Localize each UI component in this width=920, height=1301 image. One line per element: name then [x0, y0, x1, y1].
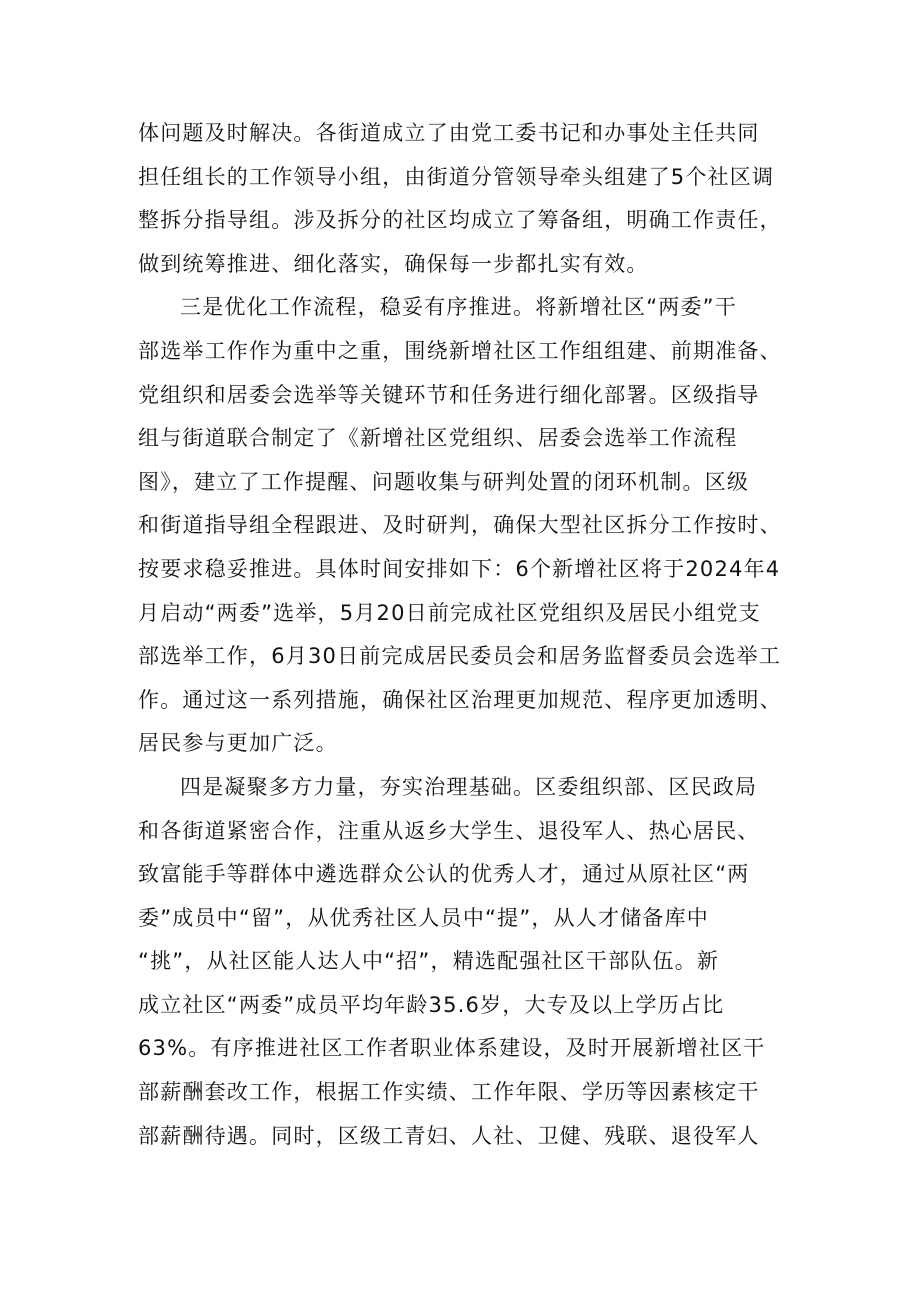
text-line: 致富能手等群体中遴选群众公认的优秀人才，通过从原社区“两 — [138, 862, 750, 887]
paragraph-3 — [138, 766, 788, 1158]
text-line: 体问题及时解决。各街道成立了由党工委书记和办事处主任共同 — [138, 121, 760, 145]
paragraph-2 — [138, 286, 788, 766]
text-line: 成立社区“两委”成员平均年龄35.6岁，大专及以上学历占比 — [138, 992, 725, 1017]
text-line: 部薪酬套改工作，根据工作实绩、工作年限、学历等因素核定干 — [138, 1080, 760, 1105]
text-line: 部选举工作作为重中之重，围绕新增社区工作组组建、前期准备、 — [138, 338, 782, 363]
text-line: “挑”，从社区能人达人中“招”，精选配强社区干部队伍。新 — [138, 949, 720, 974]
text-line: 图》，建立了工作提醒、问题收集与研判处置的闭环机制。区级 — [138, 469, 750, 494]
text-line: 部薪酬待遇。同时，区级工青妇、人社、卫健、残联、退役军人 — [138, 1123, 760, 1148]
paragraph-1 — [138, 112, 788, 286]
text-line: 部选举工作，6月30日前完成居民委员会和居务监督委员会选举工 — [138, 644, 782, 669]
text-line: 担任组长的工作领导小组，由街道分管领导牵头组建了5个社区调 — [138, 164, 775, 189]
text-line: 整拆分指导组。涉及拆分的社区均成立了筹备组，明确工作责任， — [138, 208, 782, 233]
text-line: 63%。有序推进社区工作者职业体系建设，及时开展新增社区干 — [138, 1036, 766, 1061]
text-line: 委”成员中“留”，从优秀社区人员中“提”，从人才储备库中 — [138, 905, 709, 930]
text-line: 和街道指导组全程跟进、及时研判，确保大型社区拆分工作按时、 — [138, 513, 782, 538]
text-line: 党组织和居委会选举等关键环节和任务进行细化部署。区级指导 — [138, 382, 760, 407]
text-line: 按要求稳妥推进。具体时间安排如下：6个新增社区将于2024年4 — [138, 556, 781, 581]
text-line: 作。通过这一系列措施，确保社区治理更加规范、程序更加透明、 — [138, 687, 782, 712]
text-line: 做到统筹推进、细化落实，确保每一步都扎实有效。 — [138, 251, 649, 276]
text-line: 四是凝聚多方力量，夯实治理基础。区委组织部、区民政局 — [180, 774, 758, 799]
text-line: 居民参与更加广泛。 — [138, 731, 338, 756]
body-text — [138, 112, 788, 1158]
text-line: 月启动“两委”选举，5月20日前完成社区党组织及居民小组党支 — [138, 600, 761, 625]
text-line: 和各街道紧密合作，注重从返乡大学生、退役军人、热心居民、 — [138, 818, 760, 843]
text-line: 组与街道联合制定了《新增社区党组织、居委会选举工作流程 — [138, 426, 738, 451]
text-line: 三是优化工作流程，稳妥有序推进。将新增社区“两委”干 — [180, 295, 737, 320]
